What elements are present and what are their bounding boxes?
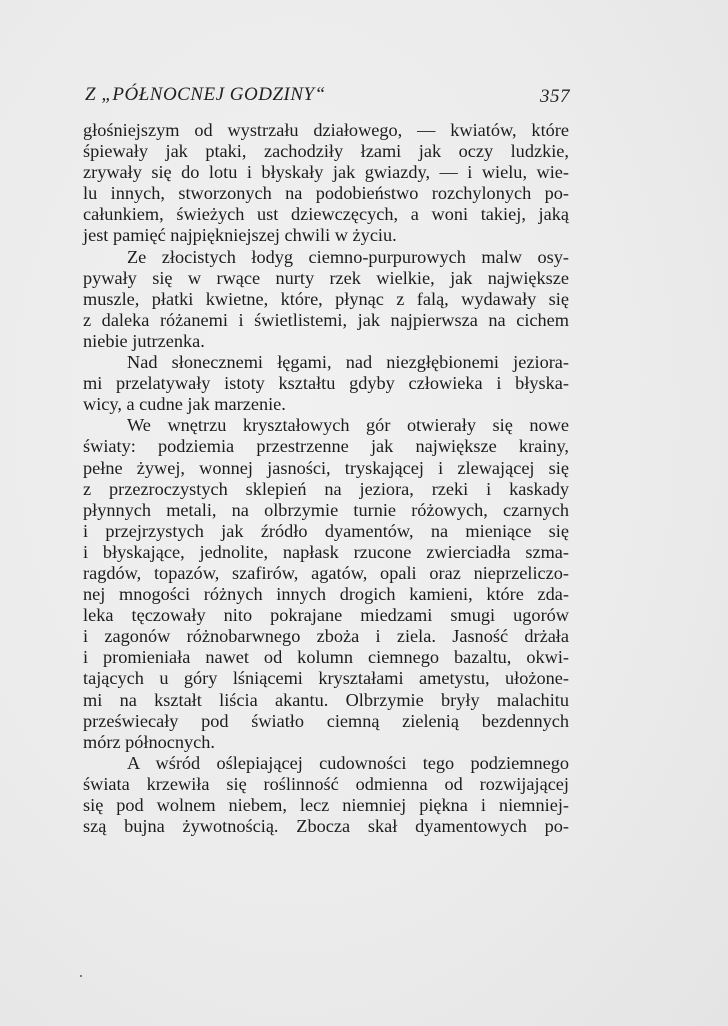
text-line: niebie jutrzenka. bbox=[83, 330, 205, 351]
paper-speck bbox=[80, 975, 82, 977]
text-line: przeświecały pod światło ciemną zielenią bezdennych bbox=[83, 710, 569, 731]
text-line: śpiewały jak ptaki, zachodziły łzami jak oczy ludzkie, bbox=[83, 141, 569, 162]
body-text bbox=[83, 120, 569, 837]
text-line: muszle, płatki kwietne, które, płynąc z falą, wydawały się bbox=[83, 288, 569, 309]
text-line: i zagonów różnobarwnego zboża i ziela. Jasność drżała bbox=[83, 626, 569, 647]
text-line: Ze złocistych łodyg ciemno-purpurowych malw osy- bbox=[127, 246, 569, 267]
text-line: nej mnogości różnych innych drogich kamieni, które zda- bbox=[83, 584, 569, 605]
text-line: mi przelatywały istoty kształtu gdyby człowieka i błyska- bbox=[83, 373, 569, 394]
text-line: z daleka różanemi i świetlistemi, jak najpierwsza na cichem bbox=[83, 309, 569, 330]
text-line: i błyskające, jednolite, napłask rzucone zwierciadła szma- bbox=[83, 541, 569, 562]
text-line: Nad słonecznemi łęgami, nad niezgłębionemi jeziora- bbox=[127, 352, 569, 373]
text-line: tających u góry lśniącemi kryształami ametystu, ułożone- bbox=[83, 668, 569, 689]
text-line: zrywały się do lotu i błyskały jak gwiazdy, — i wielu, wie- bbox=[83, 162, 569, 183]
text-line: szą bujna żywotnością. Zbocza skał dyamentowych po- bbox=[83, 816, 569, 837]
text-line: z przezroczystych sklepień na jeziora, rzeki i kaskady bbox=[83, 478, 569, 499]
text-line: lu innych, stworzonych na podobieństwo rozchylonych po- bbox=[83, 183, 569, 204]
text-line: leka tęczowały nito pokrajane miedzami smugi ugorów bbox=[83, 605, 569, 626]
chapter-title: Z „PÓŁNOCNEJ GODZINY“ bbox=[85, 84, 326, 105]
text-line: całunkiem, świeżych ust dziewczęcych, a woni takiej, jaką bbox=[83, 204, 569, 225]
text-line: A wśród oślepiającej cudowności tego podziemnego bbox=[127, 752, 569, 773]
text-line: światy: podziemia przestrzenne jak największe krainy, bbox=[83, 436, 569, 457]
text-line: mi na kształt liścia akantu. Olbrzymie bryły malachitu bbox=[83, 689, 569, 710]
text-line: się pod wolnem niebem, lecz niemniej piękna i niemniej- bbox=[83, 795, 569, 815]
text-line: mórz północnych. bbox=[83, 731, 215, 752]
text-line: głośniejszym od wystrzału działowego, — kwiatów, które bbox=[83, 120, 569, 140]
text-line: świata krzewiła się roślinność odmienna od rozwijającej bbox=[83, 773, 569, 794]
text-line: jest pamięć najpiękniejszej chwili w życiu. bbox=[83, 225, 397, 246]
text-line: We wnętrzu kryształowych gór otwierały się nowe bbox=[127, 415, 569, 436]
text-line: ragdów, topazów, szafirów, agatów, opali oraz nieprzeliczo- bbox=[83, 562, 569, 583]
paragraph bbox=[83, 753, 569, 837]
text-line: i przejrzystych jak źródło dyamentów, na mieniące się bbox=[83, 520, 569, 541]
running-head bbox=[85, 84, 570, 108]
text-line: pywały się w rwące nurty rzek wielkie, jak największe bbox=[83, 267, 569, 288]
paragraph bbox=[83, 415, 569, 753]
text-line: płynnych metali, na olbrzymie turnie różowych, czarnych bbox=[83, 499, 569, 520]
text-line: i promieniała nawet od kolumn ciemnego bazaltu, okwi- bbox=[83, 647, 569, 668]
page-number: 357 bbox=[540, 86, 570, 107]
paragraph bbox=[83, 352, 569, 415]
paragraph bbox=[83, 120, 569, 247]
text-line: wicy, a cudne jak marzenie. bbox=[83, 394, 286, 415]
text-line: pełne żywej, wonnej jasności, tryskającej i zlewającej się bbox=[83, 457, 569, 478]
paragraph bbox=[83, 247, 569, 352]
